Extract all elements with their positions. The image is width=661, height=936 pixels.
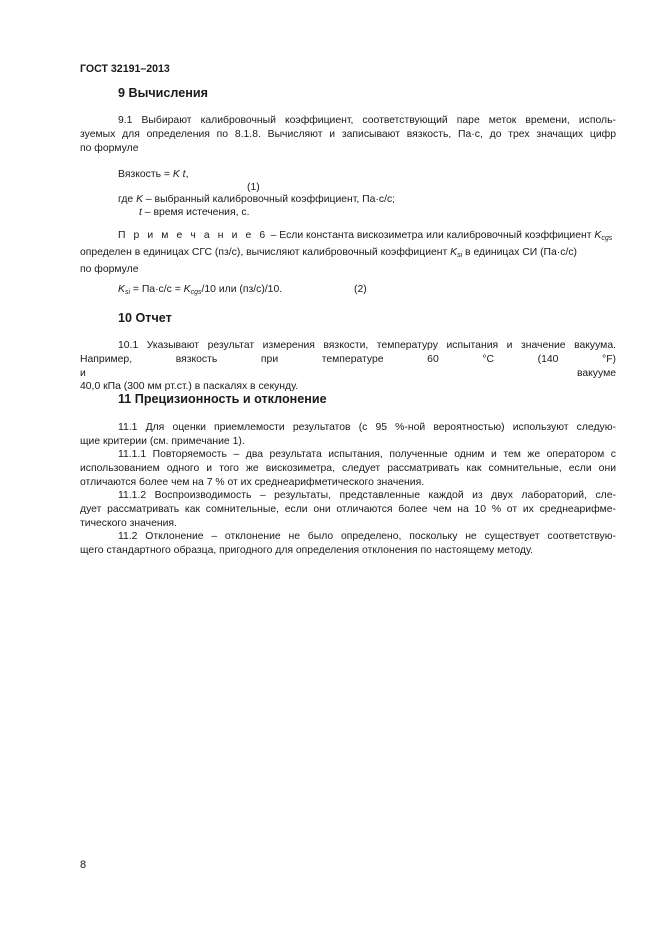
text-line: щего стандартного образца, пригодного для определения отклонения по настоящему методу.	[80, 544, 534, 556]
formula-1-kt: K t	[172, 169, 186, 180]
symbol-k: K	[118, 284, 125, 295]
text-line: по формуле	[80, 142, 139, 154]
where-k	[118, 193, 395, 207]
paragraph-11-2	[80, 530, 616, 558]
text-line: использованием одного и того же вискозиметра, следует рассматривать как сомнительные, если они	[80, 462, 616, 474]
page-number: 8	[80, 859, 87, 871]
formula-2-mid: = Па·с/с =	[130, 284, 184, 295]
text-line: Например, вязкость при температуре 60 °С (140 °F) и вакууме	[80, 353, 616, 379]
note-6	[80, 229, 616, 276]
section-10-heading: 10 Отчет	[118, 311, 172, 325]
note-text: в единицах СИ (Па·с/с)	[462, 246, 577, 258]
where-t	[139, 206, 249, 220]
text-line: тического значения.	[80, 517, 177, 529]
text-line: отличаются более чем на 7 % от их среднеарифметического значения.	[80, 476, 425, 488]
formula-1-lhs: Вязкость =	[118, 169, 173, 180]
text-line: 40,0 кПа (300 мм рт.ст.) в паскалях в секунду.	[80, 381, 299, 393]
paragraph-11-1	[80, 421, 616, 449]
symbol-k: K	[594, 230, 602, 241]
note-line: по формуле	[80, 263, 139, 275]
formula-1-number: (1)	[247, 182, 260, 193]
formula-2-end: /10 или (пз/с)/10.	[201, 284, 283, 295]
subscript-cgs: cgs	[601, 235, 613, 242]
symbol-k: K	[183, 284, 191, 295]
formula-1-end: ,	[185, 169, 189, 180]
text-line: 9.1 Выбирают калибровочный коэффициент, соответствующий паре меток времени, исполь-	[118, 115, 616, 126]
formula-2	[118, 283, 282, 300]
paragraph-11-1-1	[80, 448, 616, 489]
symbol-t: t	[139, 207, 142, 218]
section-11-heading: 11 Прецизионность и отклонение	[118, 392, 327, 406]
text-line: щие критерии (см. примечание 1).	[80, 435, 245, 447]
paragraph-9-1	[80, 114, 616, 155]
formula-1	[118, 168, 188, 182]
where-prefix: где	[118, 194, 137, 205]
text-line: зуемых для определения по 8.1.8. Вычисляют и записывают вязкость, Па·с, до трех значащих цифр	[80, 128, 616, 140]
text-line: 11.1.1 Повторяемость – два результата испытания, полученные одним и тем же оператором с	[118, 449, 616, 460]
standard-designation: ГОСТ 32191–2013	[80, 63, 170, 75]
formula-2-number: (2)	[354, 284, 367, 295]
symbol-k: K	[136, 194, 143, 205]
section-9-heading: 9 Вычисления	[118, 86, 208, 100]
note-text: определен в единицах СГС (пз/с), вычисляют калибровочный коэффициент	[80, 246, 451, 258]
subscript-cgs: cgs	[190, 289, 202, 296]
paragraph-11-1-2	[80, 489, 616, 530]
subscript-si: si	[457, 251, 463, 259]
note-line	[80, 229, 616, 246]
text-line: дует рассматривать как сомнительные, если они отличаются более чем на 10 % от их среднеарифме-	[80, 503, 616, 515]
note-text: – Если константа вискозиметра или калибровочный коэффициент	[267, 230, 595, 241]
text-line: 11.1 Для оценки приемлемости результатов (с 95 %-ной вероятностью) используют следую-	[118, 422, 616, 433]
text-line: 10.1 Указывают результат измерения вязкости, температуру испытания и значение вакуума.	[118, 340, 616, 351]
where-t-text: – время истечения, с.	[141, 207, 250, 218]
symbol-k: K	[450, 246, 458, 258]
paragraph-10-1	[80, 339, 616, 394]
note-label: П р и м е ч а н и е 6	[118, 230, 268, 241]
note-line	[80, 246, 616, 263]
subscript-si: si	[124, 289, 130, 296]
text-line: 11.1.2 Воспроизводимость – результаты, представленные каждой из двух лабораторий, сле-	[118, 490, 616, 501]
text-line: 11.2 Отклонение – отклонение не было определено, поскольку не существует соответствую-	[118, 531, 616, 542]
where-k-text: – выбранный калибровочный коэффициент, Па·с/с;	[143, 194, 396, 205]
